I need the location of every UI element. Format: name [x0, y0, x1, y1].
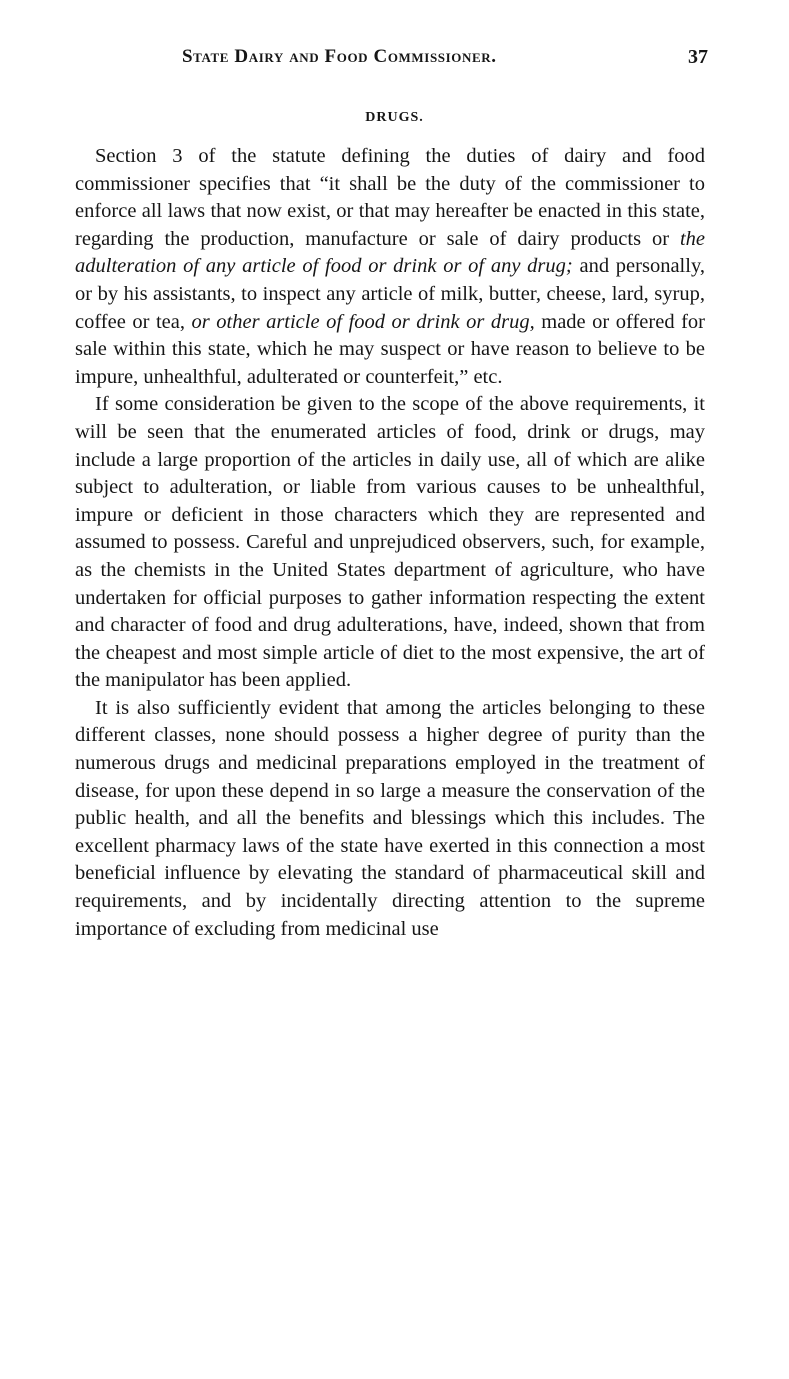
running-title: State Dairy and Food Commissioner.: [182, 46, 497, 67]
paragraph: [75, 391, 705, 695]
body-text: [75, 143, 705, 943]
section-heading: DRUGS.: [365, 110, 424, 125]
page-number: 37: [688, 46, 708, 68]
text-segment: and personally, or by his assistants, to inspect any article of milk, butter, cheese, lard, syrup, coffee or tea,: [75, 255, 705, 333]
italic-text-segment: or other article of food or drink or drug,: [191, 310, 535, 333]
text-segment: It is also sufficiently evident that among the articles belonging to these different classes, none should possess a higher degree of purity than the numerous drugs and medicinal preparations employed in the treatment of disease, for upon these depend in so large a measure the conservation of the public health, and all the benefits and blessings which this includes. The excellent pharmacy laws of the state have exerted in this connection a most beneficial influence by elevating the standard of pharmaceutical skill and requirements, and by incidentally directing attention to the supreme importance of excluding from medicinal use: [75, 696, 705, 940]
text-segment: Section 3 of the statute defining the duties of dairy and food commissioner specifies that “it shall be the duty of the commissioner to enforce all laws that now exist, or that may hereafter be enacted in this state, regarding the production, manufacture or sale of dairy products or: [75, 145, 705, 250]
text-segment: made or offered for sale within this state, which he may suspect or have reason to believe to be impure, unhealthful, adulterated or counterfeit,” etc.: [75, 310, 706, 388]
paragraph: [75, 695, 705, 943]
paragraph: [75, 143, 705, 391]
text-segment: If some consideration be given to the scope of the above requirements, it will be seen that the enumerated articles of food, drink or drugs, may include a large proportion of the articles in daily use, all of which are alike subject to adulteration, or liable from various causes to be unhealthful, impure or deficient in those characters which they are represented and assumed to possess. Careful and unprejudiced observers, such, for example, as the chemists in the United States department of agriculture, who have undertaken for official purposes to gather information respecting the extent and character of food and drug adulterations, have, indeed, shown that from the cheapest and most simple article of diet to the most expensive, the art of the manipulator has been applied.: [75, 393, 705, 692]
italic-text-segment: the adulteration of any article of food or drink or of any drug;: [75, 227, 705, 278]
running-head: [75, 46, 712, 74]
